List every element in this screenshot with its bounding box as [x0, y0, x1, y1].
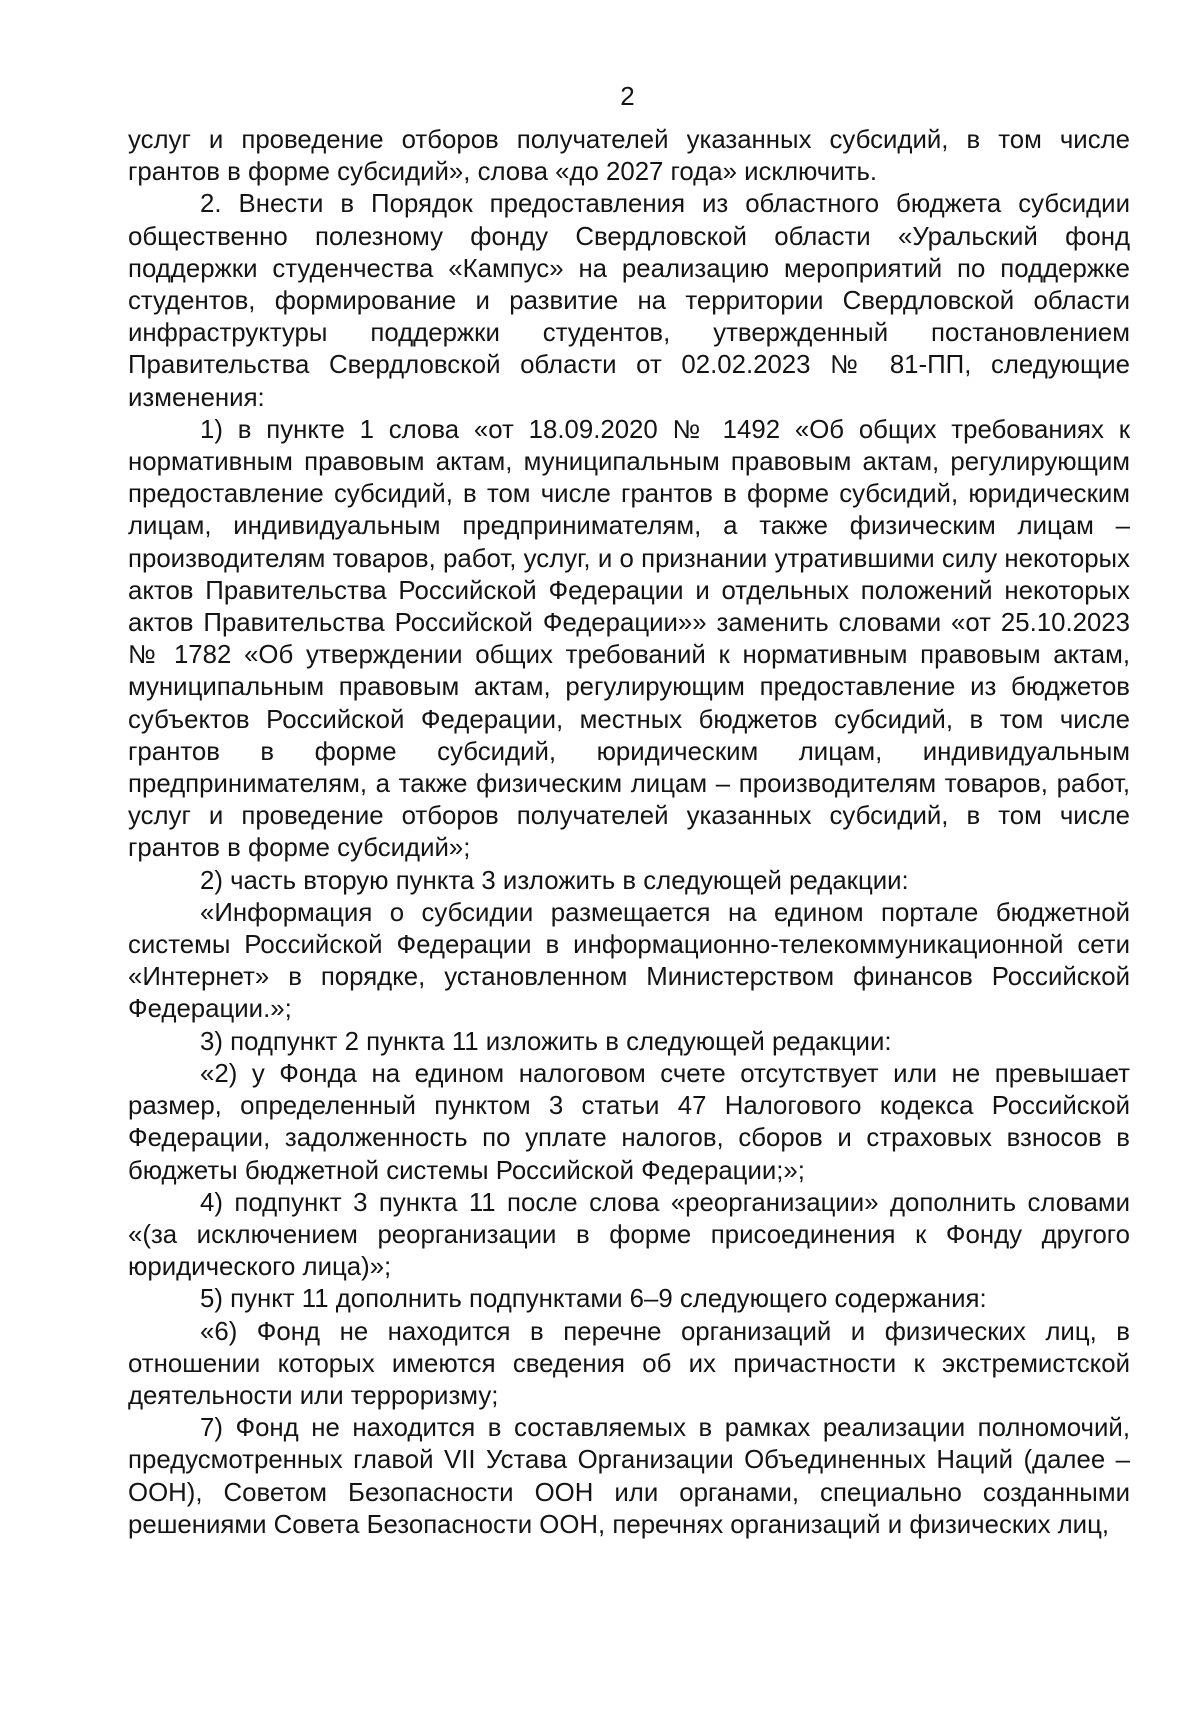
page-number: 2 [620, 81, 635, 111]
paragraph-quote-tax-account: «2) у Фонда на едином налоговом счете отсутствует или не превышает размер, определенный пунктом 3 статьи 47 Налогового кодекса Российской Федерации, задолженность по уплате налогов, сборов и страховых взносов в бюджеты бюджетной системы Российской Федерации;»; [128, 1059, 1130, 1185]
paragraph-item-7: 7) Фонд не находится в составляемых в рамках реализации полномочий, предусмотренных главой VII Устава Организации Объединенных Наций (далее – ООН), Советом Безопасности ООН или органами, специально созданными решениями Совета Безопасности ООН, перечнях организаций и физических лиц, [128, 1414, 1130, 1539]
paragraph-quote-item-6: «6) Фонд не находится в перечне организаций и физических лиц, в отношении которых имеются сведения об их причастности к экстремистской деятельности или терроризму; [128, 1317, 1130, 1410]
paragraph-subitem-5: 5) пункт 11 дополнить подпунктами 6–9 следующего содержания: [200, 1285, 987, 1314]
paragraph-subitem-1: 1) в пункте 1 слова «от 18.09.2020 № 1492 «Об общих требованиях к нормативным правовым актам, муниципальным правовым актам, регулирующим предоставление субсидий, в том числе грантов в форме субсидий, юридическим лицам, индивидуальным предпринимателям, а также физическим лицам – производителям товаров, работ, услуг, и о признании утратившими силу некоторых актов Правительства Российской Федерации и отдельных положений некоторых актов Правительства Российской Федерации»» заменить словами «от 25.10.2023 № 1782 «Об утверждении общих требований к нормативным правовым актам, муниципальным правовым актам, регулирующим предоставление из бюджетов субъектов Российской Федерации, местных бюджетов субсидий, в том числе грантов в форме субсидий, юридическим лицам, индивидуальным предпринимателям, а также физическим лицам – производителям товаров, работ, услуг и проведение отборов получателей указанных субсидий, в том числе грантов в форме субсидий»; [128, 415, 1130, 863]
paragraph-subitem-4: 4) подпункт 3 пункта 11 после слова «реорганизации» дополнить словами «(за исключением реорганизации в форме присоединения к Фонду другого юридического лица)»; [128, 1188, 1130, 1282]
document-body [128, 124, 1130, 1541]
paragraph-subitem-3: 3) подпункт 2 пункта 11 изложить в следующей редакции: [200, 1027, 892, 1056]
paragraph-item-2: 2. Внести в Порядок предоставления из областного бюджета субсидии общественно полезному фонду Свердловской области «Уральский фонд поддержки студенчества «Кампус» на реализацию мероприятий по поддержке студентов, формирование и развитие на территории Свердловской области инфраструктуры поддержки студентов, утвержденный постановлением Правительства Свердловской области от 02.02.2023 № 81-ПП, следующие изменения: [128, 190, 1130, 412]
paragraph-quote-subsidy-info: «Информация о субсидии размещается на едином портале бюджетной системы Российской Федерации в информационно-телекоммуникационной сети «Интернет» в порядке, установленном Министерством финансов Российской Федерации.»; [128, 898, 1130, 1024]
paragraph-continuation: услуг и проведение отборов получателей указанных субсидий, в том числе грантов в форме субсидий», слова «до 2027 года» исключить. [128, 126, 1130, 187]
paragraph-subitem-2: 2) часть вторую пункта 3 изложить в следующей редакции: [200, 866, 909, 895]
